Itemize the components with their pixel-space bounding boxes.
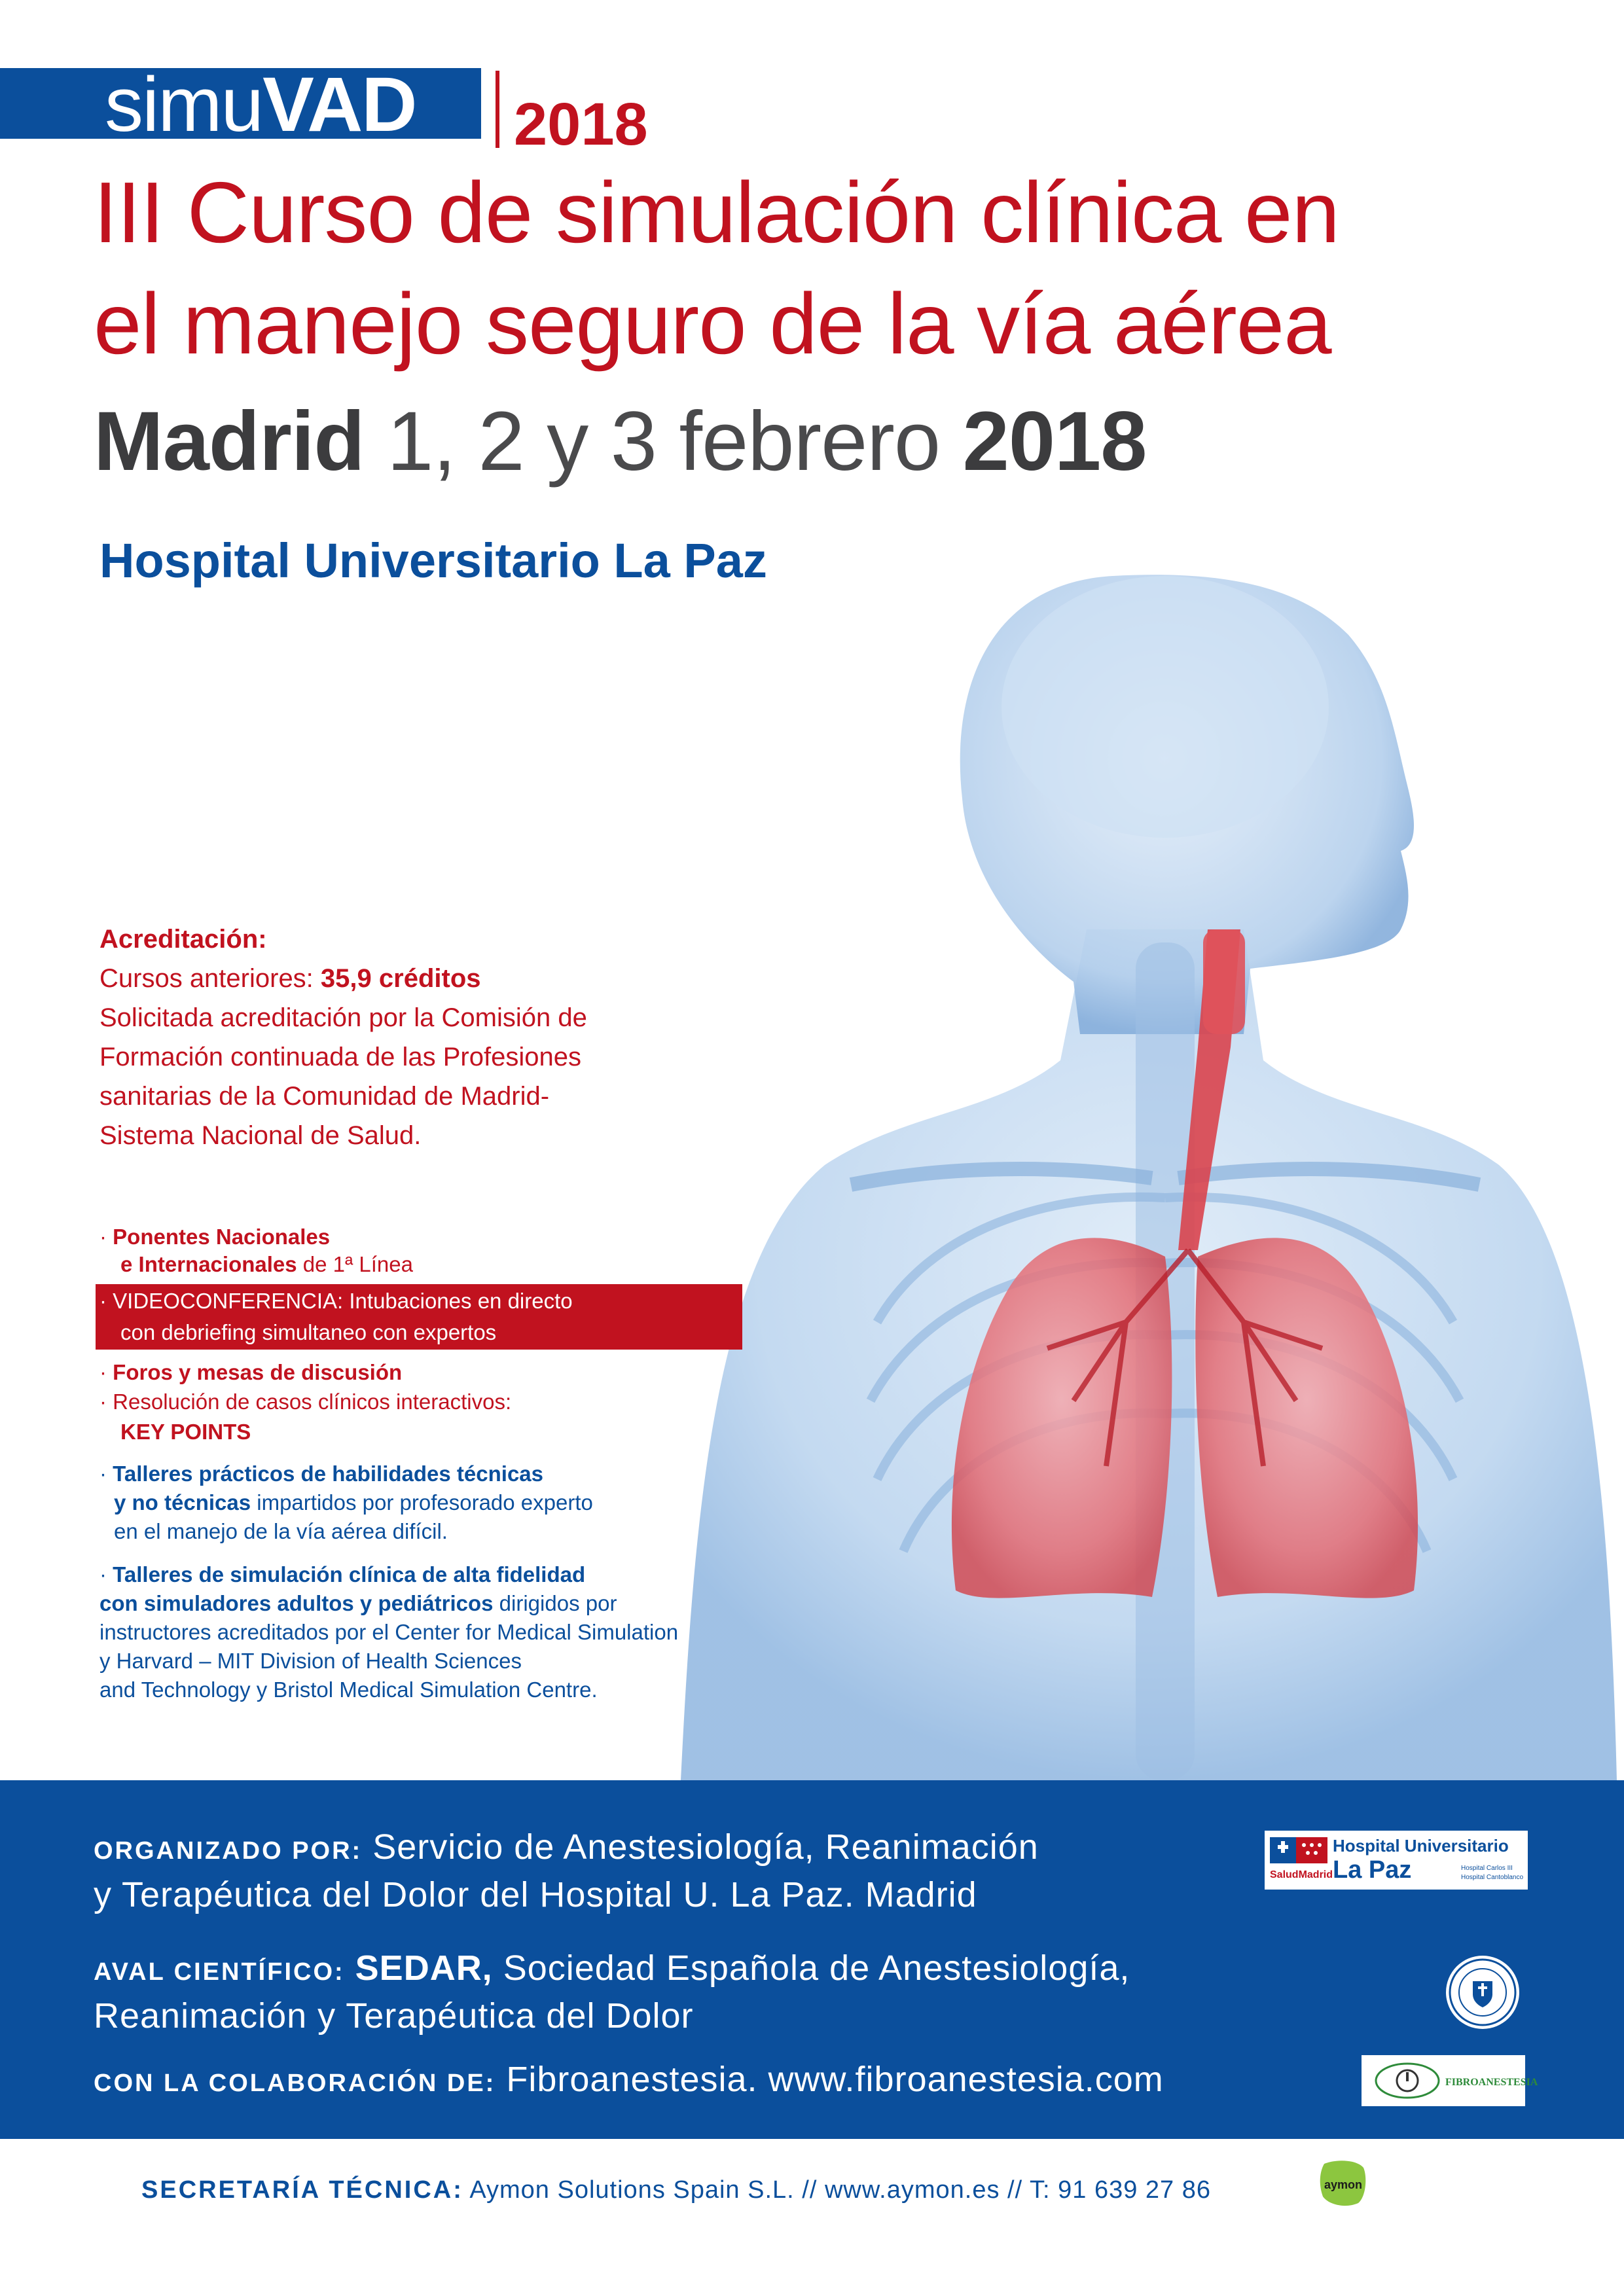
aymon-logo-text: aymon xyxy=(1324,2178,1363,2191)
feature-simulation-title2: con simuladores adultos y pediátricos xyxy=(99,1591,494,1615)
brand-logo xyxy=(105,63,416,147)
colab-label: CON LA COLABORACIÓN DE: xyxy=(94,2070,496,2097)
feature-simulation-line5: and Technology y Bristol Medical Simulation Centre. xyxy=(99,1677,598,1702)
hospital-logo-line1: Hospital Universitario xyxy=(1333,1836,1509,1856)
organizer-text1: Servicio de Anestesiología, Reanimación xyxy=(362,1827,1039,1867)
aval-sedar: SEDAR, xyxy=(344,1948,493,1988)
accreditation-line: Formación continuada de las Profesiones xyxy=(99,1043,581,1071)
hospital-logo-sub2: Hospital Cantoblanco xyxy=(1461,1874,1524,1881)
larynx xyxy=(1203,929,1245,1034)
feature-simulation-cont xyxy=(99,1589,617,1618)
aymon-logo xyxy=(1318,2157,1369,2208)
feature-video-line1: · VIDEOCONFERENCIA: Intubaciones en directo xyxy=(99,1289,573,1313)
feature-workshops-title2: y no técnicas xyxy=(114,1490,251,1515)
feature-speakers-title2: e Internacionales xyxy=(120,1252,297,1276)
feature-video-line2: con debriefing simultaneo con expertos xyxy=(120,1320,497,1344)
brand-part2: VAD xyxy=(262,62,416,148)
feature-workshops: · Talleres prácticos de habilidades técnicas xyxy=(99,1462,544,1486)
feature-cases: · Resolución de casos clínicos interactivos: xyxy=(99,1390,512,1414)
feature-speakers: · Ponentes Nacionales xyxy=(99,1225,331,1249)
feature-simulation-line4: y Harvard – MIT Division of Health Sciences xyxy=(99,1649,522,1673)
aval-line2: Reanimación y Terapéutica del Dolor xyxy=(94,1996,694,2036)
feature-forums: · Foros y mesas de discusión xyxy=(99,1360,403,1384)
hospital-logo-line2: La Paz xyxy=(1333,1856,1412,1884)
dateline-city: Madrid xyxy=(94,395,365,488)
accreditation-prior-value: 35,9 créditos xyxy=(320,964,481,993)
feature-video-text1: VIDEOCONFERENCIA: Intubaciones en directo xyxy=(113,1289,573,1313)
brand-separator xyxy=(496,71,499,148)
anatomy-illustration xyxy=(655,537,1624,1780)
fibro-logo-text: FIBROANESTESIA xyxy=(1445,2077,1538,2088)
accreditation-prior-label: Cursos anteriores: xyxy=(99,964,321,993)
accreditation-block xyxy=(99,920,741,1155)
course-title-line1: III Curso de simulación clínica en xyxy=(94,164,1339,260)
accreditation-line: Sistema Nacional de Salud. xyxy=(99,1121,422,1150)
accreditation-prior xyxy=(99,959,741,998)
aval-text1: Sociedad Española de Anestesiología, xyxy=(492,1948,1130,1988)
course-title-line2: el manejo seguro de la vía aérea xyxy=(94,276,1331,372)
hospital-logo-salud: SaludMadrid xyxy=(1270,1869,1333,1880)
organizer-line2: y Terapéutica del Dolor del Hospital U. La Paz. Madrid xyxy=(94,1875,977,1914)
accreditation-line: sanitarias de la Comunidad de Madrid- xyxy=(99,1082,550,1111)
organizer-label: ORGANIZADO POR: xyxy=(94,1837,363,1865)
feature-simulation: · Talleres de simulación clínica de alta fidelidad xyxy=(99,1562,586,1587)
feature-cases-text: Resolución de casos clínicos interactivos: xyxy=(113,1390,512,1414)
feature-keypoints xyxy=(120,1418,251,1446)
hospital-la-paz-logo xyxy=(1265,1831,1528,1890)
brand-year: 2018 xyxy=(514,91,648,158)
secretaria-line xyxy=(141,2172,1211,2208)
brand-part1: simu xyxy=(105,62,263,148)
colab-text: Fibroanestesia. www.fibroanestesia.com xyxy=(496,2060,1164,2099)
aval-line1 xyxy=(94,1944,1130,1996)
feature-speakers-title: Ponentes Nacionales xyxy=(113,1225,331,1249)
accreditation-heading: Acreditación: xyxy=(99,925,267,954)
feature-simulation-line3: instructores acreditados por el Center for Medical Simulation xyxy=(99,1620,679,1644)
colab-line xyxy=(94,2055,1164,2108)
feature-workshops-cont xyxy=(114,1488,593,1517)
feature-workshops-line3: en el manejo de la vía aérea difícil. xyxy=(114,1519,448,1543)
feature-simulation-title: Talleres de simulación clínica de alta fidelidad xyxy=(113,1562,586,1587)
hospital-logo-sub1: Hospital Carlos III xyxy=(1461,1865,1513,1872)
organizer-line1 xyxy=(94,1823,1039,1875)
secretaria-text: Aymon Solutions Spain S.L. // www.aymon.es // T: 91 639 27 86 xyxy=(463,2176,1212,2204)
venue: Hospital Universitario La Paz xyxy=(99,533,767,588)
fibroanestesia-logo xyxy=(1362,2055,1538,2106)
accreditation-line: Solicitada acreditación por la Comisión de xyxy=(99,1003,587,1032)
feature-speakers-cont xyxy=(120,1250,413,1279)
sedar-seal-logo xyxy=(1444,1954,1521,2031)
feature-keypoints-text: KEY POINTS xyxy=(120,1420,251,1444)
aval-label: AVAL CIENTÍFICO: xyxy=(94,1958,345,1986)
dateline-dates: 1, 2 y 3 febrero xyxy=(364,395,963,488)
feature-forums-text: Foros y mesas de discusión xyxy=(113,1360,403,1384)
feature-workshops-rest: impartidos por profesorado experto xyxy=(251,1490,593,1515)
dateline xyxy=(94,393,1146,491)
feature-speakers-rest: de 1ª Línea xyxy=(297,1252,413,1276)
feature-workshops-title: Talleres prácticos de habilidades técnicas xyxy=(113,1462,544,1486)
secretaria-label: SECRETARÍA TÉCNICA: xyxy=(141,2176,463,2204)
skull-shape xyxy=(1001,576,1329,838)
dateline-year: 2018 xyxy=(962,395,1147,488)
feature-simulation-rest: dirigidos por xyxy=(493,1591,617,1615)
